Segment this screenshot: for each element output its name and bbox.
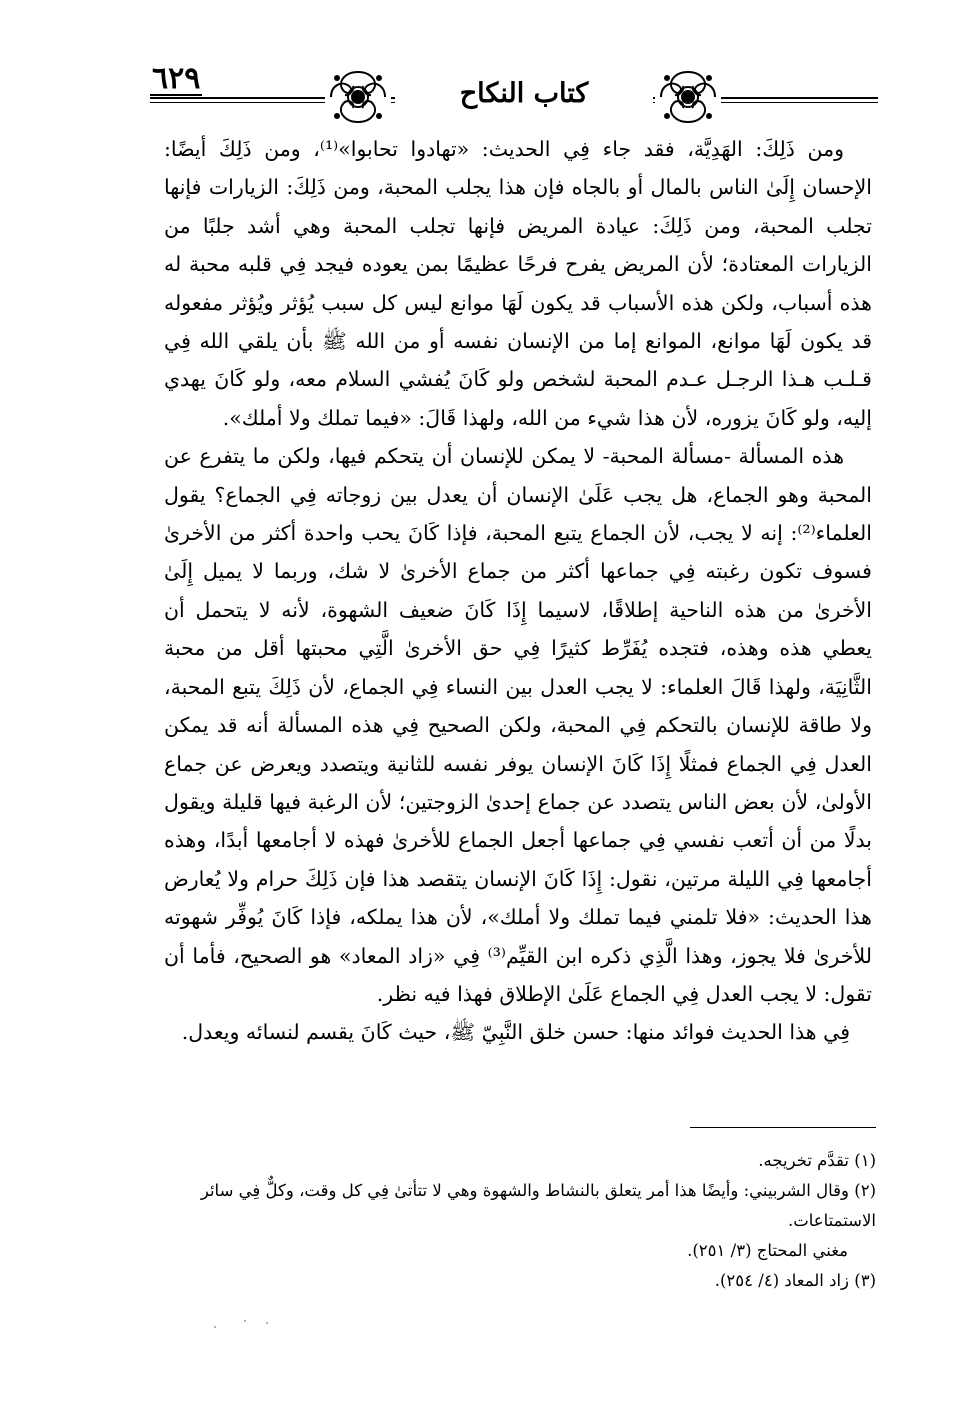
footnote-item: (٢) وقال الشربيني: وأيضًا هذا أمر يتعلق بالنشاط والشهوة وهي لا تتأتىٰ فِي كل وقت، وكلٌّ فِي سائر الاستمتاعات. <box>200 1181 876 1230</box>
footnote-item: (١) تقدَّم تخريجه. <box>758 1151 876 1170</box>
floral-ornament-icon <box>655 66 721 128</box>
footnote-item: (٣) زاد المعاد (٤/ ٢٥٤). <box>714 1271 876 1290</box>
paragraph: هذه المسألة -مسألة المحبة- لا يمكن للإنسان أن يتحكم فيها، ولكن ما يتفرع عن المحبة وهو الجماع، هل يجب عَلَىٰ الإنسان أن يعدل بين زوجاته فِي الجماع؟ يقول العلماء⁽²⁾: إنه لا يجب، لأن الجماع يتبع المحبة، فإذا كَانَ يحب واحدة أكثر من الأخرىٰ فسوف تكون رغبته فِي جماعها أكثر من جماع الأخرىٰ لا شك، وربما لا يميل إِلَىٰ الأخرىٰ من هذه الناحية إطلاقًا، لاسيما إِذَا كَانَ ضعيف الشهوة، لأنه لا يتحمل أن يعطي هذه وهذه، فتجده يُفَرِّط كثيرًا فِي حق الأخرىٰ الَّتِي محبتها أقل من محبة الثَّانِيَة، ولهذا قَالَ العلماء: لا يجب العدل بين النساء فِي الجماع، لأن ذَلِكَ يتبع المحبة، ولا طاقة للإنسان بالتحكم فِي المحبة، ولكن الصحيح فِي هذه المسألة أنه قد يمكن العدل فِي الجماع فمثلًا إِذَا كَانَ الإنسان يوفر نفسه للثانية ويتصدد ويعرض عن جماع الأولىٰ، لأن بعض الناس يتصدد عن جماع إحدىٰ الزوجتين؛ لأن الرغبة فيها قليلة ويقول بدلًا من أن أتعب نفسي فِي جماعها أجعل الجماع للأخرىٰ فهذه لا أجامعها أبدًا، وهذه أجامعها فِي الليلة مرتين، نقول: إِذَا كَانَ الإنسان يتقصد هذا فإن ذَلِكَ حرام ولا يُعارض هذا الحديث: «فلا تلمني فيما تملك ولا أملك»، لأن هذا يملكه، فإذا كَانَ يُوفِّر شهوته للأخرىٰ فلا يجوز، وهذا الَّذِي ذكره ابن القيِّم⁽³⁾ فِي «زاد المعاد» هو الصحيح، فأما أن تقول: لا يجب العدل فِي الجماع عَلَىٰ الإطلاق فهذا فيه نظر. <box>164 444 872 1006</box>
chapter-title: كتاب النكاح <box>395 72 653 116</box>
main-text <box>164 130 872 1052</box>
paragraph: فِي هذا الحديث فوائد منها: حسن خلق النَّبِيّ ﷺ، حيث كَانَ يقسم لنسائه ويعدل. <box>181 1020 850 1045</box>
floral-ornament-icon <box>325 66 391 128</box>
scan-speck <box>244 1320 246 1322</box>
footnote-separator <box>690 1127 876 1128</box>
scan-speck <box>266 1322 268 1324</box>
scan-speck <box>214 1326 216 1328</box>
page-header <box>150 62 878 124</box>
footnote-continuation: مغني المحتاج (٣/ ٢٥١). <box>687 1241 848 1260</box>
page-number: ٦٢٩ <box>152 61 201 96</box>
paragraph: ومن ذَلِكَ: الهَدِيَّة، فقد جاء فِي الحديث: «تهادوا تحابوا»⁽¹⁾، ومن ذَلِكَ أيضًا: الإحسان إِلَىٰ الناس بالمال أو بالجاه فإن هذا يجلب المحبة، ومن ذَلِكَ: الزيارات فإنها تجلب المحبة، ومن ذَلِكَ: عيادة المريض فإنها تجلب المحبة وهي أشد جلبًا من الزيارات المعتادة؛ لأن المريض يفرح فرحًا عظيمًا بمن يعوده فيجد فِي قلبه محبة له هذه أسباب، ولكن هذه الأسباب قد يكون لَهَا موانع ليس كل سبب يُؤثر ويُؤثر مفعوله قد يكون لَهَا موانع، الموانع إما من الإنسان نفسه أو من الله ﷺ بأن يلقي الله فِي قـلـب هـذا الرجـل عـدم المحبة لشخص ولو كَانَ يُفشي السلام معه، ولو كَانَ يهدي إليه، ولو كَانَ يزوره، لأن هذا شيء من الله، ولهذا قَالَ: «فيما تملك ولا أملك». <box>164 137 872 430</box>
footnotes <box>150 1146 876 1296</box>
